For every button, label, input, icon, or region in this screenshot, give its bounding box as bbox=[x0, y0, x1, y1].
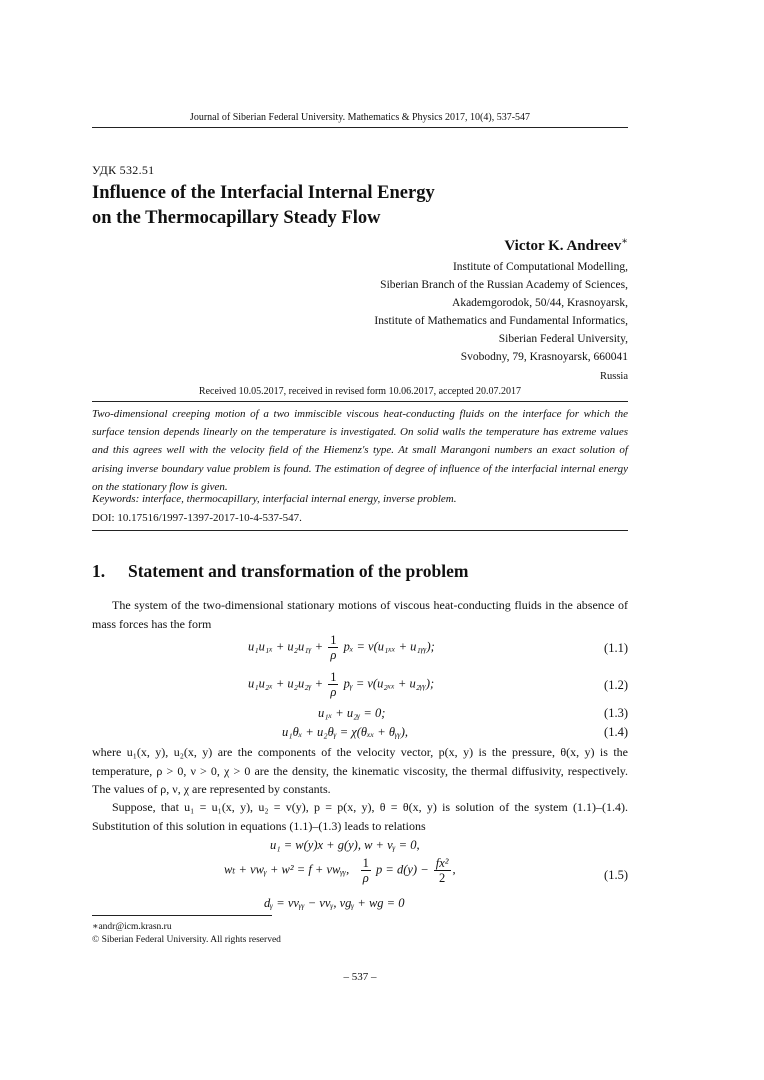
paper-title bbox=[92, 181, 435, 231]
footnote-email: ∗andr@icm.krasn.ru bbox=[92, 922, 172, 932]
equation-1-2 bbox=[92, 670, 628, 702]
author-name-text: Victor K. Andreev bbox=[504, 238, 622, 254]
header-rule bbox=[92, 127, 628, 128]
eq-term: u₁u₁ₓ + u₂u₁ᵧ + bbox=[248, 639, 324, 654]
eq-term: wₜ + vwᵧ + w² = f + νwᵧᵧ, bbox=[224, 862, 350, 877]
eq-fraction bbox=[361, 856, 371, 885]
equation-1-3 bbox=[92, 706, 628, 724]
footnote-copyright: © Siberian Federal University. All rights reserved bbox=[92, 935, 281, 945]
journal-header: Journal of Siberian Federal University. Mathematics & Physics 2017, 10(4), 537-547 bbox=[189, 112, 531, 123]
affiliation-line: Siberian Branch of the Russian Academy of Sciences, bbox=[380, 279, 628, 291]
keywords: Keywords: interface, thermocapillary, interfacial internal energy, inverse problem. bbox=[92, 493, 457, 505]
eq-numerator: 1 bbox=[330, 670, 337, 684]
affiliation-line: Institute of Mathematics and Fundamental Informatics, bbox=[374, 315, 628, 327]
equation-line bbox=[224, 856, 456, 885]
eq-numerator: fx² bbox=[435, 856, 449, 870]
udk-code: УДК 532.51 bbox=[92, 163, 155, 177]
equation-body: u₁ₓ + u₂ᵧ = 0; bbox=[318, 706, 386, 720]
equation-body: u₁θₓ + u₂θᵧ = χ(θₓₓ + θᵧᵧ), bbox=[282, 725, 409, 739]
title-line-2: on the Thermocapillary Steady Flow bbox=[92, 208, 381, 228]
received-dates: Received 10.05.2017, received in revised form 10.06.2017, accepted 20.07.2017 bbox=[198, 386, 522, 397]
affiliation-line: Institute of Computational Modelling, bbox=[452, 261, 628, 273]
affiliation-line: Akademgorodok, 50/44, Krasnoyarsk, bbox=[452, 297, 628, 309]
eq-fraction bbox=[434, 856, 451, 885]
eq-term: p = d(y) − bbox=[376, 862, 429, 877]
equation-1-4 bbox=[92, 725, 628, 743]
section-number: 1. bbox=[92, 561, 106, 581]
equation-number: (1.3) bbox=[604, 706, 628, 720]
author-footnote-mark: ∗ bbox=[621, 236, 628, 247]
equation-body bbox=[248, 633, 435, 662]
abstract-top-rule bbox=[92, 401, 628, 402]
eq-denominator: 2 bbox=[439, 871, 446, 885]
abstract: Two-dimensional creeping motion of a two immiscible viscous heat-conducting fluids on the interface for which the surface tension depends linearly on the temperature is investigated. On solid walls the temperature has extreme values and this agrees well with the velocity field of the Hiemenz's type. At small Marangoni numbers an exact solution of arising inverse boundary value problem is found. The estimation of degree of influence of the interfacial internal energy on the stationary flow is given. bbox=[92, 408, 628, 493]
section-heading bbox=[92, 561, 468, 582]
equation-1-5 bbox=[92, 838, 628, 914]
equation-line: u₁ = w(y)x + g(y), w + vᵧ = 0, bbox=[270, 838, 420, 852]
title-line-1: Influence of the Interfacial Internal Energy bbox=[92, 183, 435, 203]
equation-body bbox=[248, 670, 434, 699]
affiliation-line: Svobodny, 79, Krasnoyarsk, 660041 bbox=[460, 351, 628, 363]
affiliation-line: Siberian Federal University, bbox=[498, 333, 628, 345]
paragraph-definitions: where u₁(x, y), u₂(x, y) are the components of the velocity vector, p(x, y) is the pressure, θ(x, y) is the temperature, ρ > 0, ν > 0, χ > 0 are the density, the kinematic viscosity, the thermal diffusivity, respectively. The values of ρ, ν, χ are represented by constants. bbox=[92, 745, 628, 796]
doi: DOI: 10.17516/1997-1397-2017-10-4-537-547. bbox=[92, 512, 302, 524]
eq-term: pₓ = ν(u₁ₓₓ + u₁ᵧᵧ); bbox=[343, 639, 435, 654]
equation-1-1 bbox=[92, 633, 628, 665]
paper-page bbox=[92, 0, 628, 1080]
page-number: – 537 – bbox=[343, 971, 377, 983]
affiliation-block bbox=[374, 258, 628, 386]
footnote-rule bbox=[92, 915, 272, 916]
section-title: Statement and transformation of the problem bbox=[128, 561, 469, 581]
equation-number: (1.4) bbox=[604, 725, 628, 739]
equation-number: (1.2) bbox=[604, 678, 628, 692]
eq-term: pᵧ = ν(u₂ₓₓ + u₂ᵧᵧ); bbox=[343, 676, 435, 691]
abstract-bottom-rule bbox=[92, 530, 628, 531]
paragraph-intro: The system of the two-dimensional stationary motions of viscous heat-conducting fluids in the absence of mass forces has the form bbox=[92, 598, 628, 631]
affiliation-country: Russia bbox=[599, 371, 628, 382]
eq-numerator: 1 bbox=[362, 856, 369, 870]
eq-term: u₁u₂ₓ + u₂u₂ᵧ + bbox=[248, 676, 324, 691]
paragraph-substitution: Suppose, that u₁ = u₁(x, y), u₂ = v(y), p = p(x, y), θ = θ(x, y) is solution of the system (1.1)–(1.4). Substitution of this solution in equations (1.1)–(1.3) leads to relations bbox=[92, 800, 628, 833]
eq-numerator: 1 bbox=[330, 633, 337, 647]
eq-fraction bbox=[328, 633, 338, 662]
author-name bbox=[504, 236, 628, 255]
eq-term: , bbox=[452, 862, 456, 877]
equation-number: (1.1) bbox=[604, 641, 628, 655]
eq-denominator: ρ bbox=[330, 648, 337, 662]
eq-denominator: ρ bbox=[330, 685, 337, 699]
eq-denominator: ρ bbox=[362, 871, 369, 885]
equation-line: dᵧ = νvᵧᵧ − vvᵧ, vgᵧ + wg = 0 bbox=[264, 896, 405, 910]
equation-number: (1.5) bbox=[604, 868, 628, 882]
eq-fraction bbox=[328, 670, 338, 699]
